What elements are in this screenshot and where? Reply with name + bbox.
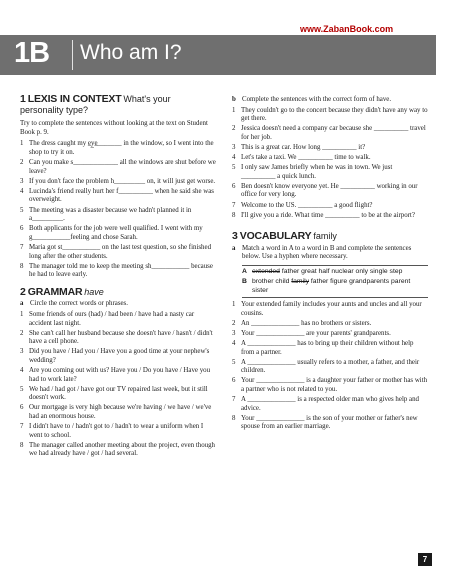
list-item: 3 This is a great car. How long __________ it? (232, 144, 428, 153)
unit-number: 1B (14, 37, 50, 69)
divider (242, 297, 428, 298)
section1-heading (20, 95, 216, 116)
list-item: 6 Our mortgage is very high because we're having / we have / we've had an enormous house. (20, 404, 216, 421)
divider (242, 265, 428, 266)
section3-heading (232, 232, 428, 243)
section1-list (20, 140, 216, 279)
struck-word: extended (252, 268, 280, 275)
item-text[interactable]: A ______________ has to bring up their children without help from a partner. (241, 340, 414, 356)
section2-subtitle: have (84, 286, 104, 297)
list-item: 3 Your ______________ are your parents' grandparents. (232, 330, 428, 339)
list-item: 7 Welcome to the US. __________ a good flight? (232, 202, 428, 211)
struck-word: family (291, 278, 310, 286)
section1-subtitle: What's your personality type? (20, 94, 171, 115)
word-list-a: father great half nuclear only single step (281, 268, 403, 275)
header-divider (72, 40, 73, 70)
section2-sub-b: b Complete the sentences with the correct form of have. (232, 96, 428, 105)
list-item: 2 Jessica doesn't need a company car because she __________ travel for her job. (232, 125, 428, 142)
item-text[interactable]: Lucinda's friend really hurt her f__________ when he said she was overweight. (29, 187, 214, 204)
page-number: 7 (418, 553, 432, 566)
section2-number: 2 (20, 285, 26, 298)
item-text[interactable]: I only saw James briefly when he was in town. We just __________ a quick lunch. (241, 164, 393, 180)
list-item: 8 Your ______________ is the son of your mother or father's new spouse from an earlier marriage. (232, 415, 428, 432)
list-item: 1 Your extended family includes your aunts and uncles and all your cousins. (232, 301, 428, 318)
section3-number: 3 (232, 230, 238, 243)
sub-a-instruction: Circle the correct words or phrases. (30, 300, 128, 308)
item-text[interactable]: Both applicants for the job were well qualified. I went with my g___________feeling and chose Sarah. (29, 225, 203, 241)
section2-list (20, 311, 216, 459)
word-list-b2: father figure grandparents parent sister (251, 278, 411, 294)
section2-sub-a: a Circle the correct words or phrases. (20, 300, 216, 309)
word-list-b1: brother child (251, 278, 290, 286)
item-text[interactable]: An ______________ has no brothers or sisters. (241, 319, 372, 327)
list-item: 8 The manager told me to keep the meeting sh___________ because he had to leave early. (20, 263, 216, 280)
item-text[interactable]: Ben doesn't know everyone yet. He __________ working in our office for very long. (241, 182, 418, 199)
item-text[interactable]: Are you coming out with us? Have you / Do you have / Have you had to work late? (29, 367, 211, 383)
item-text[interactable]: They couldn't go to the concert because they didn't have any way to get there. (241, 106, 428, 123)
section1-number: 1 (20, 93, 26, 105)
unit-title: Who am I? (80, 41, 182, 64)
list-item: 6 Your ______________ is a daughter your father or mother has with a partner who is not related to you. (232, 377, 428, 394)
word-box (242, 265, 428, 298)
item-text[interactable]: She can't call her husband because she doesn't have / hasn't / didn't have a cell phone. (29, 329, 213, 346)
list-item: 7 Maria got st___________ on the last test question, so she finished long after the other students. (20, 244, 216, 261)
section1-intro: Try to complete the sentences without looking at the text on Student Book p. 9. (20, 120, 208, 136)
list-item: 6 Both applicants for the job were well qualified. I went with my g___________feeling and chose Sarah. (20, 225, 216, 242)
item-text[interactable]: Your extended family includes your aunts and uncles and all your cousins. (241, 301, 422, 317)
section1-title: LEXIS IN CONTEXT (27, 93, 122, 105)
list-item: 3 If you don't face the problem h_________ on, it will just get worse. (20, 177, 216, 185)
item-text[interactable]: Your ______________ are your parents' grandparents. (241, 330, 391, 337)
watermark-url: www.ZabanBook.com (300, 24, 394, 34)
item-text[interactable]: We had / had got / have got our TV repaired last week, but it still doesn't work. (29, 385, 208, 402)
item-text[interactable]: Welcome to the US. __________ a good flight? (241, 201, 373, 209)
list-item: 2 Can you make s_____________ all the windows are shut before we leave? (20, 159, 216, 175)
list-item: 4 Are you coming out with us? Have you / Do you have / Have you had to work late? (20, 367, 216, 384)
list-item: 4 Lucinda's friend really hurt her f__________ when he said she was overweight. (20, 188, 216, 205)
item-text[interactable]: Your ______________ is a daughter your father or mother has with a partner who is not related to you. (241, 377, 428, 394)
list-item: 5 The meeting was a disaster because we hadn't planned it in a_________. (20, 207, 216, 224)
section2-title: GRAMMAR (27, 285, 83, 298)
list-item: 1 The dress caught my e̲y̲e̲_______ in the window, so I went into the shop to try it on. (20, 140, 216, 157)
item-text[interactable]: Did you have / Had you / Have you a good time at your nephew's wedding? (29, 348, 210, 364)
item-text[interactable]: Can you make s_____________ all the windows are shut before we leave? (29, 159, 216, 175)
item-text[interactable]: I didn't have to / hadn't got to / hadn't to wear a uniform when I went to school. (29, 423, 204, 439)
item-text[interactable]: The manager called another meeting about the project, even though we had already have / got / had several. (29, 441, 215, 458)
list-item: 7 I didn't have to / hadn't got to / hadn't to wear a uniform when I went to school. (20, 423, 216, 440)
list-item: 6 Ben doesn't know everyone yet. He __________ working in our office for very long. (232, 183, 428, 200)
list-item: 4 A ______________ has to bring up their children without help from a partner. (232, 340, 428, 357)
item-text[interactable]: Maria got st___________ on the last test question, so she finished long after the other students. (29, 243, 212, 260)
sub-a-instruction: Match a word in A to a word in B and complete the sentences below. Use a hyphen where necessary. (242, 244, 412, 261)
list-item: 4 Let's take a taxi. We __________ time to walk. (232, 154, 428, 163)
list-item: 2 She can't call her husband because she doesn't have / hasn't / didn't have a cell phone. (20, 330, 216, 347)
left-column (20, 92, 216, 460)
sub-b-instruction: Complete the sentences with the correct form of have. (242, 96, 392, 103)
section2b-list (232, 107, 428, 221)
list-item: 8 The manager called another meeting about the project, even though we had already have / got / had several. (20, 441, 215, 458)
item-text[interactable]: This is a great car. How long __________ it? (241, 143, 366, 151)
section3-title: VOCABULARY (239, 230, 312, 243)
item-text[interactable]: Jessica doesn't need a company car because she __________ travel for her job. (241, 125, 426, 141)
list-item: 3 Did you have / Had you / Have you a good time at your nephew's wedding? (20, 348, 216, 365)
item-text[interactable]: A ______________ is a respected older man who gives help and advice. (241, 396, 419, 412)
item-text[interactable]: If you don't face the problem h_________ on, it will just get worse. (29, 177, 216, 185)
list-item: 1 Some friends of ours (had) / had been / have had a nasty car accident last night. (20, 311, 216, 328)
section3-sub-a: a Match a word in A to a word in B and complete the sentences below. Use a hyphen where necessary. (232, 245, 428, 262)
item-text[interactable]: The meeting was a disaster because we hadn't planned it in a_________. (29, 206, 192, 223)
list-item: 5 I only saw James briefly when he was in town. We just __________ a quick lunch. (232, 164, 428, 181)
list-item: 8 I'll give you a ride. What time __________ to be at the airport? (232, 212, 428, 221)
list-item: 5 A ______________ usually refers to a mother, a father, and their children. (232, 359, 428, 376)
section3-subtitle: family (313, 231, 337, 242)
unit-header (0, 35, 436, 75)
item-text[interactable]: The dress caught my e̲y̲e̲_______ in the window, so I went into the shop to try it on. (29, 140, 214, 156)
list-item: 5 We had / had got / have got our TV repaired last week, but it still doesn't work. (20, 386, 216, 403)
list-item: 2 An ______________ has no brothers or sisters. (232, 320, 428, 329)
section3-list (232, 301, 428, 432)
right-column (232, 96, 428, 434)
item-text[interactable]: Some friends of ours (had) / had been / have had a nasty car accident last night. (29, 310, 195, 327)
list-item: 1 They couldn't go to the concert because they didn't have any way to get there. (232, 106, 428, 123)
word-box-a: A extended father great half nuclear only single step (242, 268, 403, 275)
item-text[interactable]: The manager told me to keep the meeting sh___________ because he had to leave early. (29, 262, 213, 279)
item-text[interactable]: A ______________ usually refers to a mother, a father, and their children. (241, 358, 420, 375)
item-text[interactable]: Our mortgage is very high because we're having / we have / we've had an enormous house. (29, 404, 212, 420)
section2-heading (20, 285, 216, 299)
word-box-b: B brother child family father figure grandparents parent sister (242, 278, 411, 294)
item-text[interactable]: Let's take a taxi. We __________ time to walk. (241, 154, 371, 162)
item-text[interactable]: I'll give you a ride. What time __________ to be at the airport? (241, 211, 415, 219)
item-text[interactable]: Your ______________ is the son of your mother or father's new spouse from an earlier marriage. (241, 414, 418, 431)
list-item: 7 A ______________ is a respected older man who gives help and advice. (232, 396, 428, 413)
